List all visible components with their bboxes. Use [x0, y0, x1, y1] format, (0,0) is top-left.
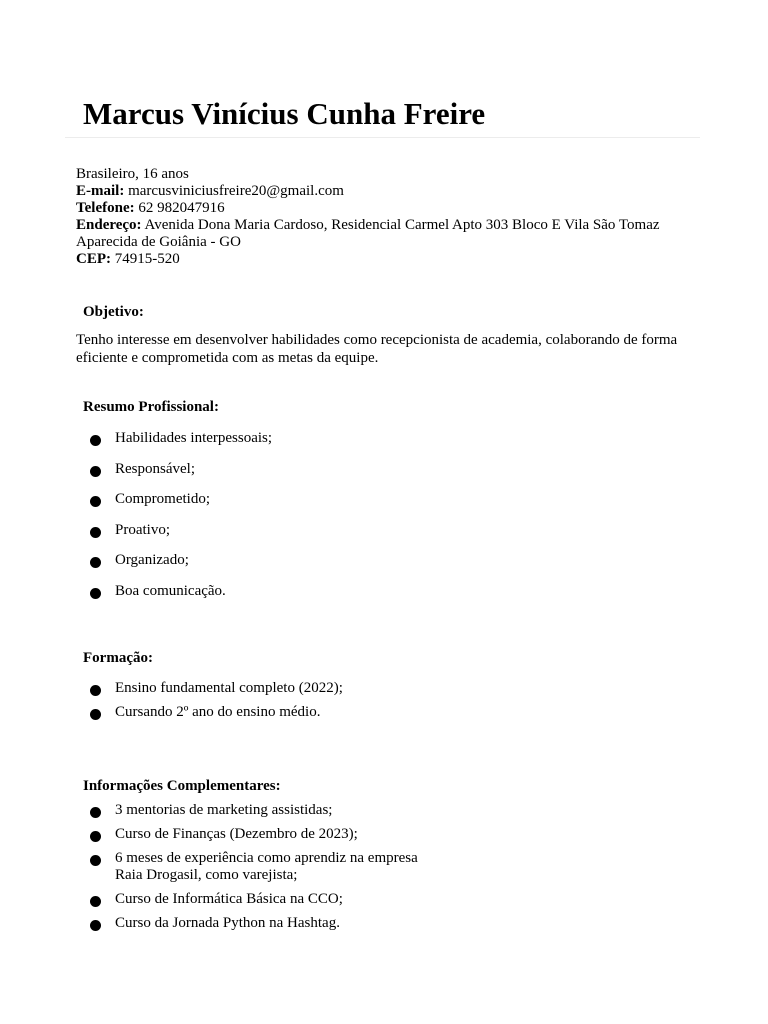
list-item: Curso de Informática Básica na CCO;: [90, 891, 690, 908]
phone-line: [76, 200, 716, 217]
bullet-icon: [90, 855, 101, 866]
resumo-list: [90, 430, 690, 613]
contact-block: [76, 166, 716, 268]
formacao-heading: Formação:: [83, 650, 153, 666]
cep-label: CEP:: [76, 251, 111, 267]
bullet-icon: [90, 896, 101, 907]
list-item: Proativo;: [90, 522, 690, 539]
phone-value: 62 982047916: [138, 200, 225, 216]
bullet-icon: [90, 685, 101, 696]
bullet-icon: [90, 831, 101, 842]
bullet-icon: [90, 527, 101, 538]
list-item: Curso da Jornada Python na Hashtag.: [90, 915, 690, 932]
address-label: Endereço:: [76, 217, 142, 233]
cep-line: [76, 251, 716, 268]
bullet-icon: [90, 807, 101, 818]
list-item: Organizado;: [90, 552, 690, 569]
list-item: 3 mentorias de marketing assistidas;: [90, 802, 690, 819]
cep-value: 74915-520: [114, 251, 180, 267]
bullet-icon: [90, 709, 101, 720]
address-value-line2: Aparecida de Goiânia - GO: [76, 234, 241, 250]
list-item: Ensino fundamental completo (2022);: [90, 680, 690, 697]
list-item: Responsável;: [90, 461, 690, 478]
email-line: [76, 183, 716, 200]
bullet-icon: [90, 435, 101, 446]
nationality-age: Brasileiro, 16 anos: [76, 166, 189, 182]
resumo-heading: Resumo Profissional:: [83, 399, 219, 415]
bullet-icon: [90, 466, 101, 477]
informacoes-heading: Informações Complementares:: [83, 778, 281, 794]
objetivo-text: Tenho interesse em desenvolver habilidades como recepcionista de academia, colaborando de forma eficiente e comprometida com as metas da equipe.: [76, 332, 678, 366]
bullet-icon: [90, 588, 101, 599]
address-value-line1: Avenida Dona Maria Cardoso, Residencial Carmel Apto 303 Bloco E Vila São Tomaz: [144, 217, 660, 233]
phone-label: Telefone:: [76, 200, 135, 216]
list-item: Comprometido;: [90, 491, 690, 508]
list-item: 6 meses de experiência como aprendiz na empresa Raia Drogasil, como varejista;: [90, 850, 690, 884]
informacoes-list: [90, 802, 690, 939]
bullet-icon: [90, 496, 101, 507]
resume-name-title: Marcus Vinícius Cunha Freire: [83, 96, 486, 131]
formacao-list: [90, 680, 690, 728]
list-item: Curso de Finanças (Dezembro de 2023);: [90, 826, 690, 843]
email-value: marcusviniciusfreire20@gmail.com: [128, 183, 344, 199]
title-divider: [65, 137, 700, 138]
bullet-icon: [90, 557, 101, 568]
email-label: E-mail:: [76, 183, 125, 199]
bullet-icon: [90, 920, 101, 931]
objetivo-heading: Objetivo:: [83, 304, 144, 320]
list-item: Boa comunicação.: [90, 583, 690, 600]
list-item: Habilidades interpessoais;: [90, 430, 690, 447]
list-item: Cursando 2º ano do ensino médio.: [90, 704, 690, 721]
address-line: [76, 217, 716, 234]
